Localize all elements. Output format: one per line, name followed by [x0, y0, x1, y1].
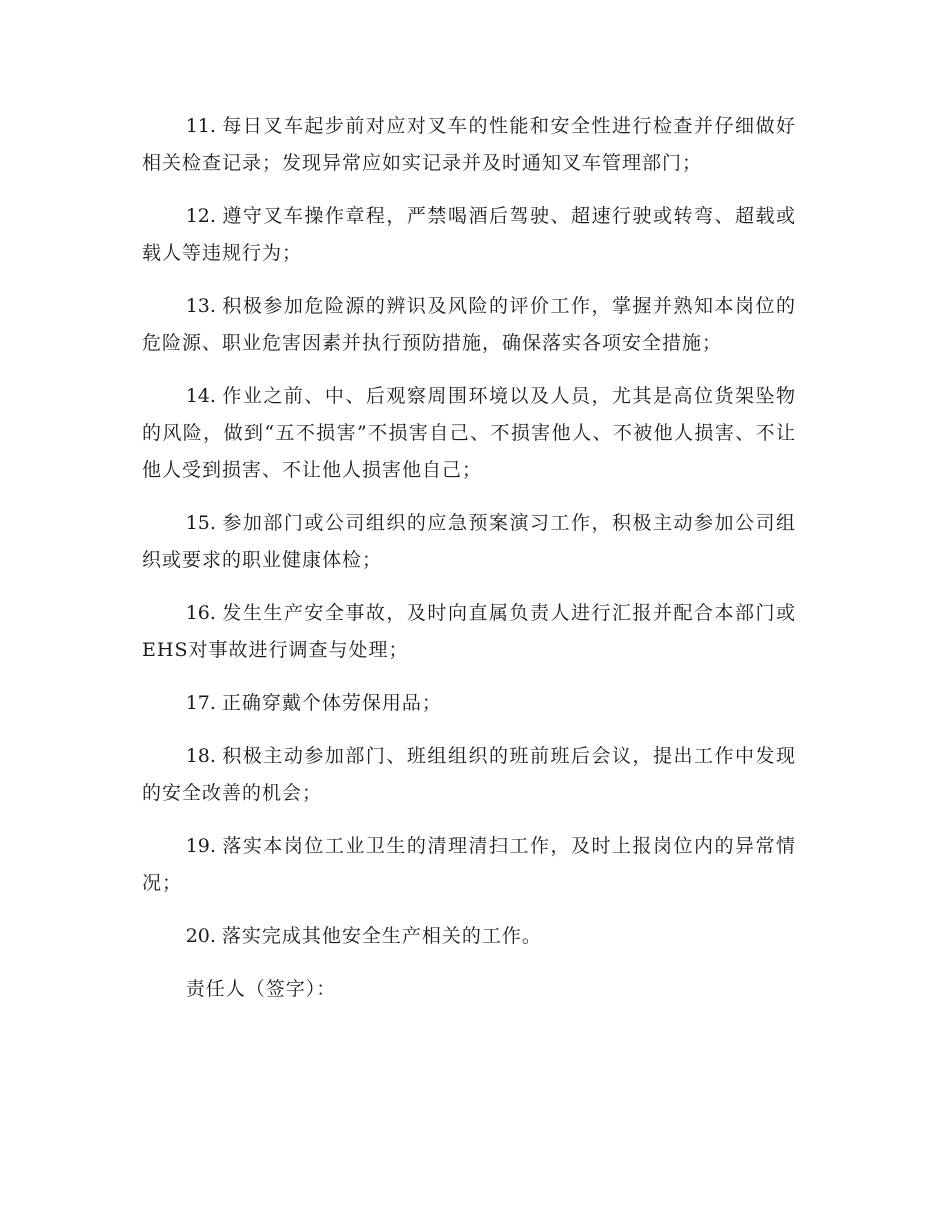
list-item	[142, 108, 796, 182]
list-item	[142, 288, 796, 362]
list-item	[142, 738, 796, 812]
item-number: 18.	[185, 745, 216, 767]
document-body	[142, 108, 796, 1008]
item-text: 积极主动参加部门、班组组织的班前班后会议，提出工作中发现的安全改善的机会；	[142, 745, 796, 804]
item-number: 16.	[185, 602, 216, 624]
item-text: 遵守叉车操作章程，严禁喝酒后驾驶、超速行驶或转弯、超载或载人等违规行为；	[142, 205, 796, 264]
item-text: 每日叉车起步前对应对叉车的性能和安全性进行检查并仔细做好相关检查记录；发现异常应如实记录并及时通知叉车管理部门；	[142, 115, 796, 174]
item-text: 落实本岗位工业卫生的清理清扫工作，及时上报岗位内的异常情况；	[142, 835, 796, 894]
item-text: 落实完成其他安全生产相关的工作。	[221, 925, 542, 947]
item-text: 积极参加危险源的辨识及风险的评价工作，掌握并熟知本岗位的危险源、职业危害因素并执行预防措施，确保落实各项安全措施；	[142, 295, 796, 354]
list-item	[142, 505, 796, 579]
item-text: 作业之前、中、后观察周围环境以及人员，尤其是高位货架坠物的风险，做到“五不损害”不损害自己、不损害他人、不被他人损害、不让他人受到损害、不让他人损害他自己；	[142, 385, 796, 481]
item-number: 19.	[185, 835, 216, 857]
list-item	[142, 595, 796, 669]
signature-line: 责任人（签字）：	[185, 978, 337, 1000]
list-item	[142, 198, 796, 272]
list-item	[142, 378, 796, 489]
item-number: 14.	[185, 385, 216, 407]
item-number: 15.	[185, 512, 216, 534]
item-text: 发生生产安全事故，及时向直属负责人进行汇报并配合本部门或EHS对事故进行调查与处理；	[142, 602, 796, 661]
list-item	[142, 685, 796, 722]
item-text: 参加部门或公司组织的应急预案演习工作，积极主动参加公司组织或要求的职业健康体检；	[142, 512, 796, 571]
item-number: 20.	[185, 925, 216, 947]
list-item	[142, 828, 796, 902]
item-number: 17.	[185, 692, 216, 714]
item-number: 12.	[185, 205, 216, 227]
list-item	[142, 918, 796, 955]
item-number: 11.	[185, 115, 216, 137]
item-text: 正确穿戴个体劳保用品；	[221, 692, 442, 714]
item-number: 13.	[185, 295, 216, 317]
